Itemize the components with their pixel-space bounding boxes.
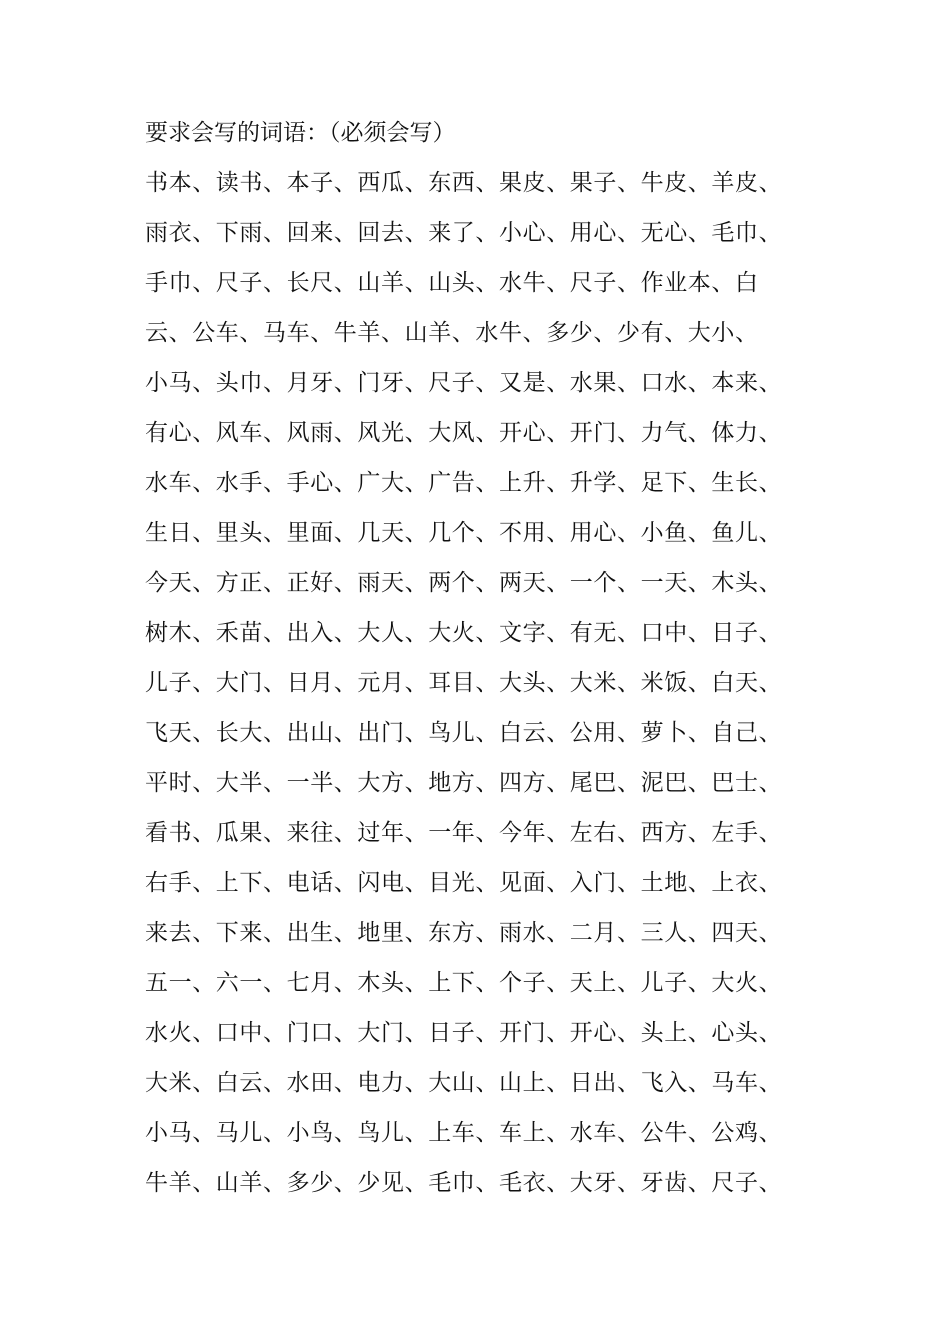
word-line: 右手、上下、电话、闪电、目光、见面、入门、土地、上衣、 (145, 870, 783, 896)
section-heading: 要求会写的词语：（必须会写） (145, 120, 456, 146)
document-body (145, 108, 825, 1208)
word-line: 五一、六一、七月、木头、上下、个子、天上、儿子、大火、 (145, 970, 783, 996)
word-line: 牛羊、山羊、多少、少见、毛巾、毛衣、大牙、牙齿、尺子、 (145, 1170, 783, 1196)
word-line: 平时、大半、一半、大方、地方、四方、尾巴、泥巴、巴士、 (145, 770, 783, 796)
word-line: 有心、风车、风雨、风光、大风、开心、开门、力气、体力、 (145, 420, 783, 446)
word-line: 水车、水手、手心、广大、广告、上升、升学、足下、生长、 (145, 470, 783, 496)
word-line: 树木、禾苗、出入、大人、大火、文字、有无、口中、日子、 (145, 620, 783, 646)
word-line: 云、公车、马车、牛羊、山羊、水牛、多少、少有、大小、 (145, 320, 759, 346)
word-line: 来去、下来、出生、地里、东方、雨水、二月、三人、四天、 (145, 920, 783, 946)
word-line: 小马、头巾、月牙、门牙、尺子、又是、水果、口水、本来、 (145, 370, 783, 396)
word-line: 儿子、大门、日月、元月、耳目、大头、大米、米饭、白天、 (145, 670, 783, 696)
word-line: 飞天、长大、出山、出门、鸟儿、白云、公用、萝卜、自己、 (145, 720, 783, 746)
word-line: 今天、方正、正好、雨天、两个、两天、一个、一天、木头、 (145, 570, 783, 596)
word-line: 生日、里头、里面、几天、几个、不用、用心、小鱼、鱼儿、 (145, 520, 783, 546)
word-line: 看书、瓜果、来往、过年、一年、今年、左右、西方、左手、 (145, 820, 783, 846)
word-line: 书本、读书、本子、西瓜、东西、果皮、果子、牛皮、羊皮、 (145, 170, 783, 196)
word-line: 水火、口中、门口、大门、日子、开门、开心、头上、心头、 (145, 1020, 783, 1046)
word-line: 小马、马儿、小鸟、鸟儿、上车、车上、水车、公牛、公鸡、 (145, 1120, 783, 1146)
word-line: 手巾、尺子、长尺、山羊、山头、水牛、尺子、作业本、白 (145, 270, 759, 296)
word-line: 大米、白云、水田、电力、大山、山上、日出、飞入、马车、 (145, 1070, 783, 1096)
word-line: 雨衣、下雨、回来、回去、来了、小心、用心、无心、毛巾、 (145, 220, 783, 246)
